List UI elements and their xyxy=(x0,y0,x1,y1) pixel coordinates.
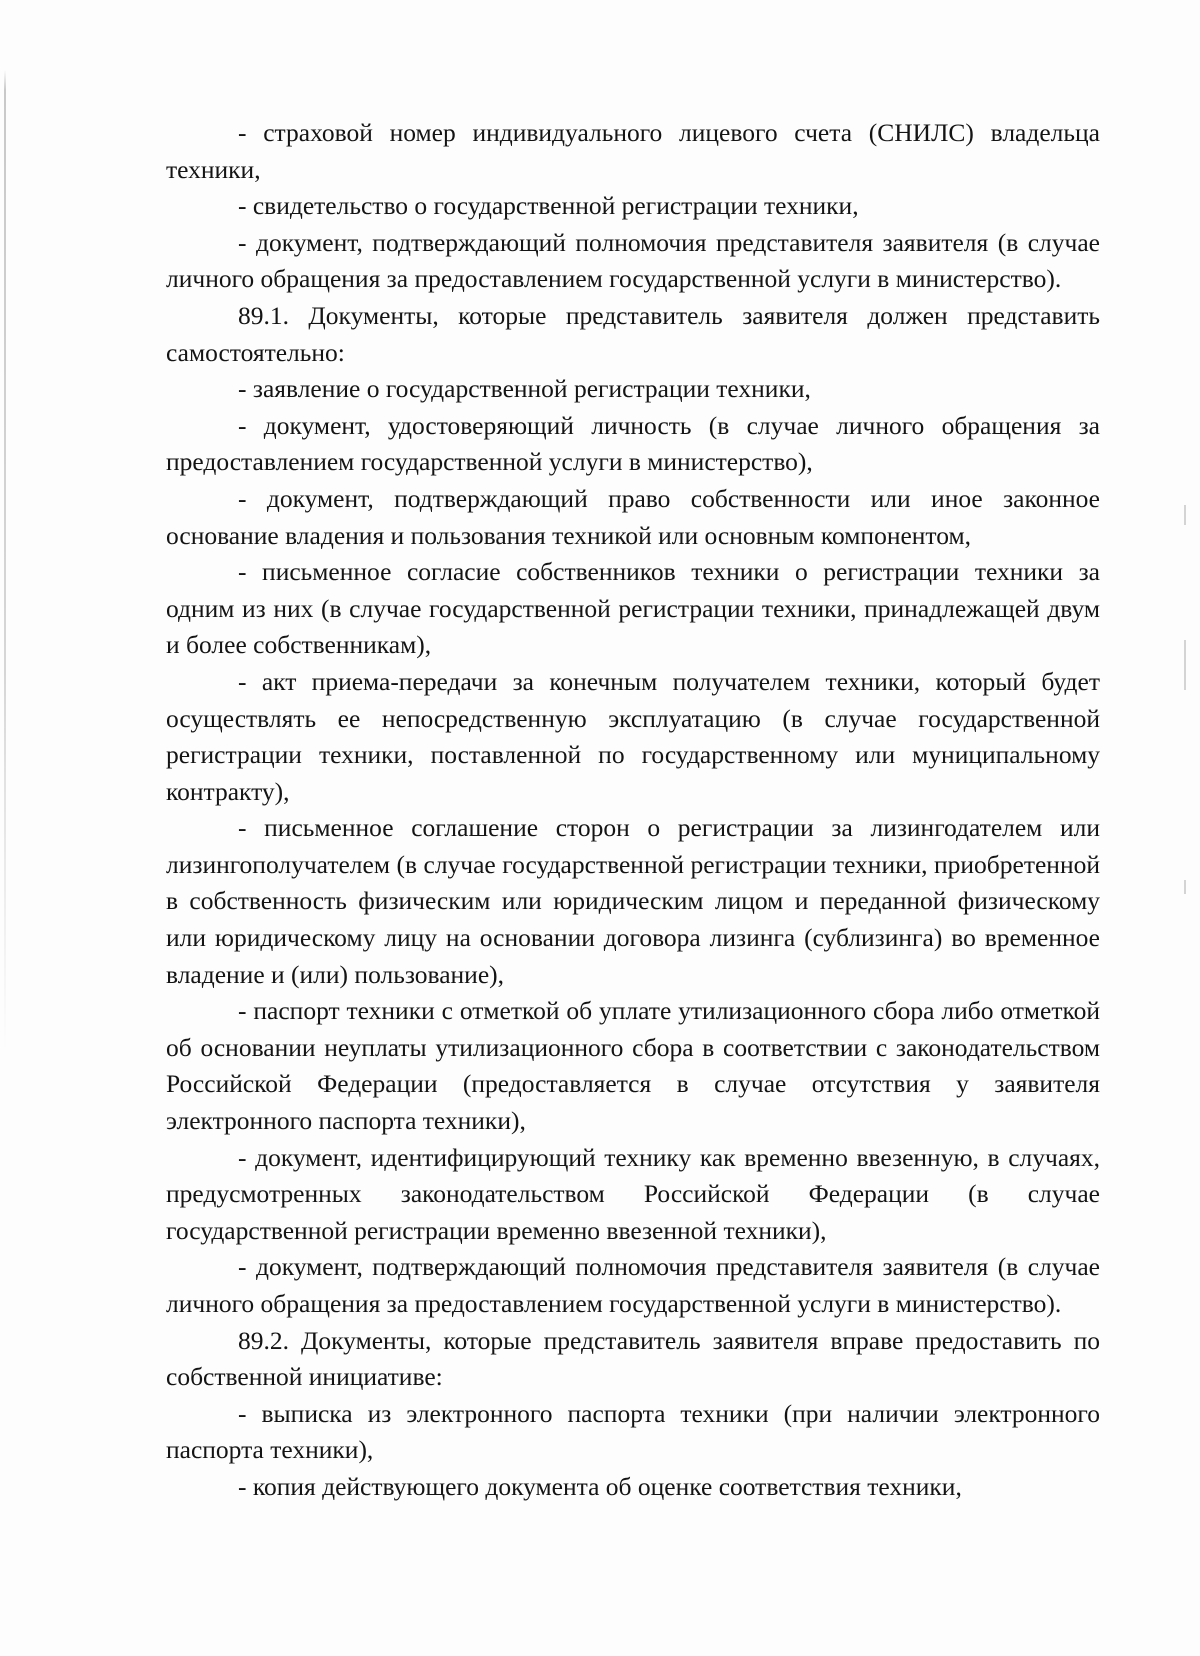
paragraph: - копия действующего документа об оценке соответствия техники, xyxy=(238,1471,962,1501)
paragraph: - документ, удостоверяющий личность (в случае личного обращения за предоставлением государственной услуги в министерство), xyxy=(166,410,1100,477)
paragraph: - письменное согласие собственников техники о регистрации техники за одним из них (в случае государственной регистрации техники, принадлежащей двум и более собственникам), xyxy=(166,557,1100,660)
section-heading-89-1: 89.1. Документы, которые представитель заявителя должен представить самостоятельно: xyxy=(166,300,1100,367)
paragraph: - документ, идентифицирующий технику как временно ввезенную, в случаях, предусмотренных законодательством Российской Федерации (в случае государственной регистрации временно ввезенной техники), xyxy=(166,1142,1100,1245)
paragraph: - документ, подтверждающий полномочия представителя заявителя (в случае личного обращения за предоставлением государственной услуги в министерство). xyxy=(166,1252,1100,1318)
paragraph: - страховой номер индивидуального лицевого счета (СНИЛС) владельца техники, xyxy=(166,118,1100,184)
paragraph: - заявление о государственной регистрации техники, xyxy=(238,374,811,404)
paragraph: - письменное соглашение сторон о регистрации за лизингодателем или лизингополучателем (в случае государственной регистрации техники, приобретенной в собственность физическим или юридическим лицом и переданной физическому или юридическому лицу на основании договора лизинга (сублизинга) во временное владение и (или) пользование), xyxy=(166,813,1100,989)
paragraph: - паспорт техники с отметкой об уплате утилизационного сбора либо отметкой об основании неуплаты утилизационного сбора в соответствии с законодательством Российской Федерации (предоставляется в случае отсутствия у заявителя электронного паспорта техники), xyxy=(166,996,1100,1136)
paragraph: - свидетельство о государственной регистрации техники, xyxy=(238,191,859,221)
paragraph: - выписка из электронного паспорта техники (при наличии электронного паспорта техники), xyxy=(166,1398,1100,1465)
section-heading-89-2: 89.2. Документы, которые представитель заявителя вправе предоставить по собственной инициативе: xyxy=(166,1325,1100,1392)
scan-mark xyxy=(1184,880,1186,894)
paragraph: - акт приема-передачи за конечным получателем техники, который будет осуществлять ее непосредственную эксплуатацию (в случае государственной регистрации техники, поставленной по государственному или муниципальному контракту), xyxy=(166,666,1100,806)
document-body xyxy=(166,115,1100,1506)
scan-mark xyxy=(1184,505,1186,525)
paragraph: - документ, подтверждающий полномочия представителя заявителя (в случае личного обращения за предоставлением государственной услуги в министерство). xyxy=(166,227,1100,294)
scan-edge-artifact xyxy=(4,70,6,1050)
scan-mark xyxy=(1184,640,1186,690)
paragraph: - документ, подтверждающий право собственности или иное законное основание владения и пользования техникой или основным компонентом, xyxy=(166,483,1100,550)
